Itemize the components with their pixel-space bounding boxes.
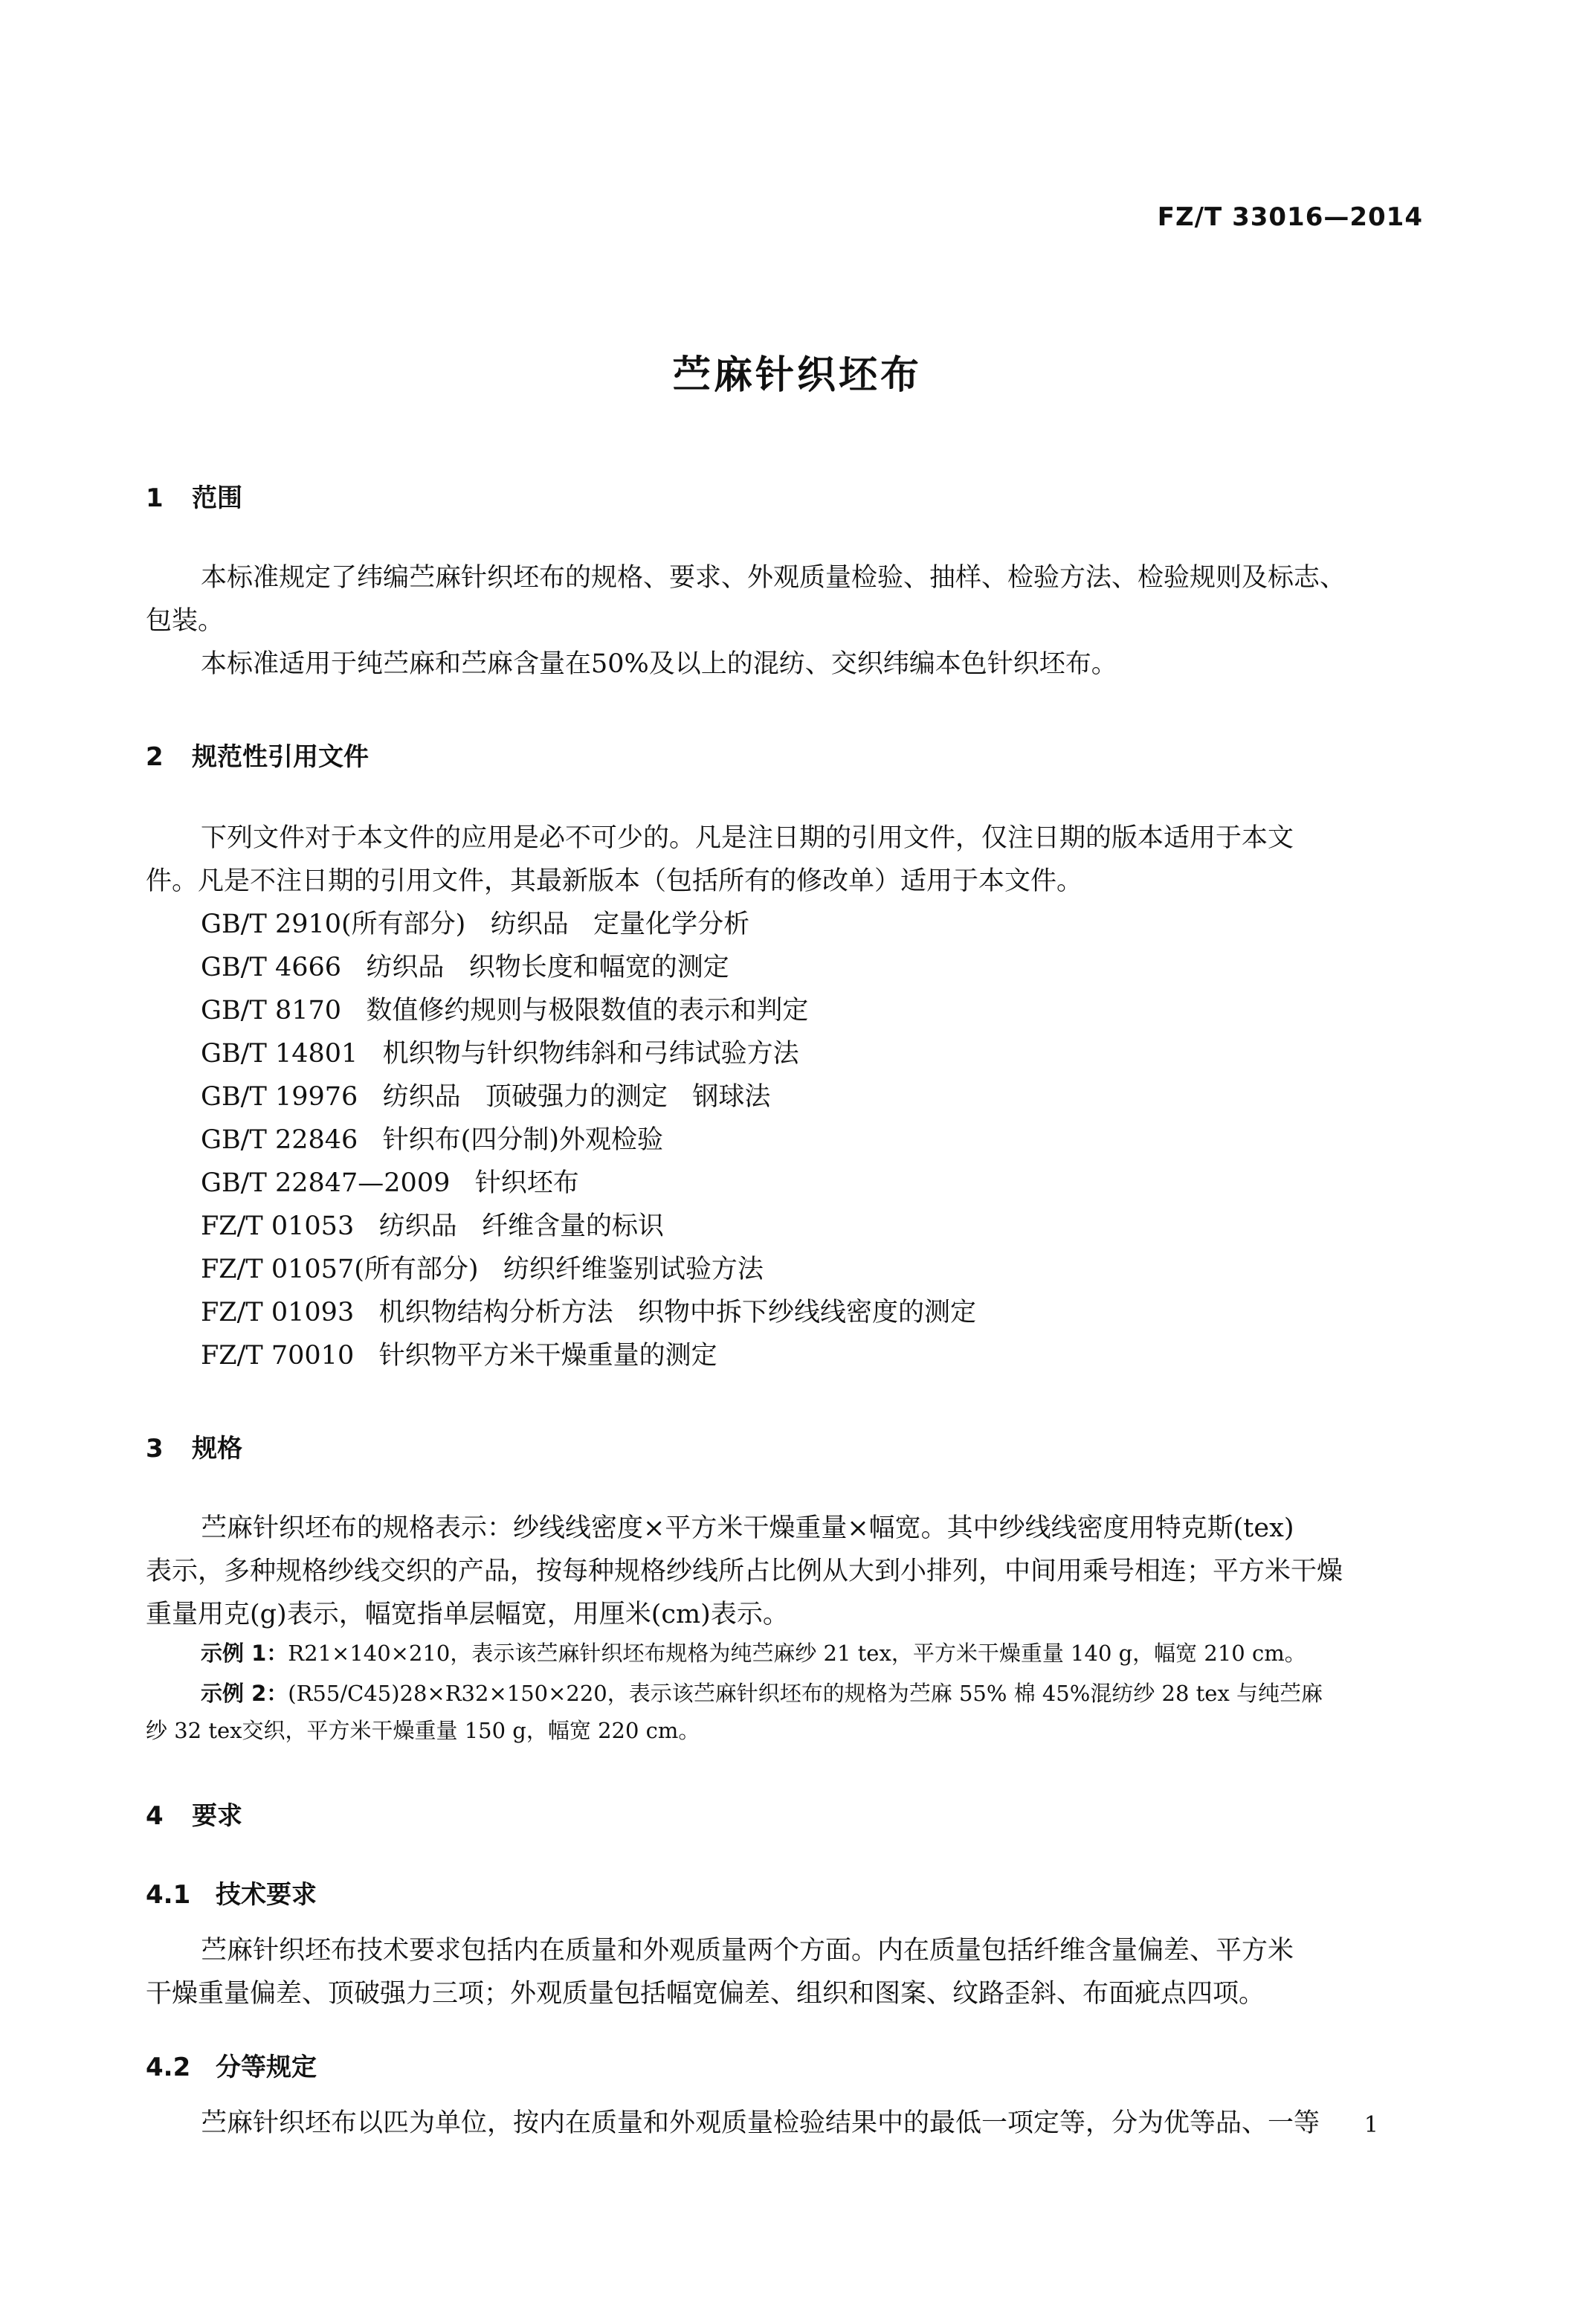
section-3-paragraph-line-1: 苎麻针织坯布的规格表示：纱线线密度×平方米干燥重量×幅宽。其中纱线线密度用特克斯(tex): [201, 1513, 1294, 1543]
reference-item: GB/T 19976 纺织品 顶破强力的测定 钢球法: [201, 1082, 771, 1112]
subsection-title: 技术要求: [216, 1880, 317, 1910]
reference-item: GB/T 22847—2009 针织坯布: [201, 1168, 579, 1198]
example-text: R21×140×210，表示该苎麻针织坯布规格为纯苎麻纱 21 tex，平方米干燥重量 140 g，幅宽 210 cm。: [288, 1641, 1306, 1666]
section-2-paragraph-line-2: 件。凡是不注日期的引用文件，其最新版本（包括所有的修改单）适用于本文件。: [146, 866, 1083, 896]
document-title: 苎麻针织坯布: [671, 353, 922, 398]
subsection-4-2-heading: [146, 2047, 317, 2083]
example-label: 示例 2：: [201, 1681, 288, 1706]
section-number: 2: [146, 742, 164, 772]
subsection-4-2-paragraph-line-1: 苎麻针织坯布以匹为单位，按内在质量和外观质量检验结果中的最低一项定等，分为优等品、一等: [201, 2108, 1320, 2138]
reference-item: GB/T 2910(所有部分) 纺织品 定量化学分析: [201, 910, 750, 939]
section-3-paragraph-line-3: 重量用克(g)表示，幅宽指单层幅宽，用厘米(cm)表示。: [146, 1600, 789, 1629]
reference-item: GB/T 8170 数值修约规则与极限数值的表示和判定: [201, 996, 809, 1026]
section-1-paragraph-1-line-1: 本标准规定了纬编苎麻针织坯布的规格、要求、外观质量检验、抽样、检验方法、检验规则及标志、: [201, 563, 1346, 593]
subsection-title: 分等规定: [216, 2053, 317, 2082]
section-3-paragraph-line-2: 表示，多种规格纱线交织的产品，按每种规格纱线所占比例从大到小排列，中间用乘号相连；平方米干燥: [146, 1557, 1343, 1586]
section-2-paragraph-line-1: 下列文件对于本文件的应用是必不可少的。凡是注日期的引用文件，仅注日期的版本适用于本文: [201, 823, 1294, 853]
section-title: 范围: [192, 483, 242, 513]
reference-item: GB/T 4666 纺织品 织物长度和幅宽的测定: [201, 953, 729, 982]
reference-item: FZ/T 01057(所有部分) 纺织纤维鉴别试验方法: [201, 1255, 764, 1284]
section-1-paragraph-1-line-2: 包装。: [146, 606, 225, 636]
example-1: [201, 1635, 1419, 1672]
section-1-heading: [146, 477, 242, 514]
subsection-number: 4.2: [146, 2053, 191, 2082]
reference-item: GB/T 22846 针织布(四分制)外观检验: [201, 1125, 663, 1155]
reference-item: FZ/T 70010 针织物平方米干燥重量的测定: [201, 1341, 717, 1371]
reference-item: FZ/T 01053 纺织品 纤维含量的标识: [201, 1211, 664, 1241]
section-4-heading: [146, 1795, 242, 1832]
standard-code: FZ/T 33016—2014: [1157, 202, 1423, 232]
subsection-4-1-paragraph-line-2: 干燥重量偏差、顶破强力三项；外观质量包括幅宽偏差、组织和图案、纹路歪斜、布面疵点四项。: [146, 1979, 1265, 2009]
subsection-4-1-heading: [146, 1874, 317, 1911]
reference-item: FZ/T 01093 机织物结构分析方法 织物中拆下纱线线密度的测定: [201, 1298, 976, 1327]
section-number: 3: [146, 1434, 164, 1464]
subsection-4-1-paragraph-line-1: 苎麻针织坯布技术要求包括内在质量和外观质量两个方面。内在质量包括纤维含量偏差、平方米: [201, 1936, 1294, 1966]
page-number: 1: [1364, 2112, 1378, 2138]
example-text: (R55/C45)28×R32×150×220，表示该苎麻针织坯布的规格为苎麻 55% 棉 45%混纺纱 28 tex 与纯苎麻: [288, 1681, 1323, 1706]
example-label: 示例 1：: [201, 1641, 288, 1666]
section-3-heading: [146, 1428, 242, 1464]
example-2: [201, 1675, 1419, 1712]
section-2-heading: [146, 736, 369, 773]
section-number: 4: [146, 1801, 164, 1831]
section-number: 1: [146, 483, 164, 513]
section-title: 要求: [192, 1801, 242, 1831]
section-title: 规格: [192, 1434, 242, 1464]
example-2-continuation: 纱 32 tex交织，平方米干燥重量 150 g，幅宽 220 cm。: [146, 1718, 700, 1743]
section-title: 规范性引用文件: [192, 742, 369, 772]
section-1-paragraph-2: 本标准适用于纯苎麻和苎麻含量在50%及以上的混纺、交织纬编本色针织坯布。: [201, 649, 1117, 679]
reference-item: GB/T 14801 机织物与针织物纬斜和弓纬试验方法: [201, 1039, 799, 1069]
subsection-number: 4.1: [146, 1880, 191, 1910]
